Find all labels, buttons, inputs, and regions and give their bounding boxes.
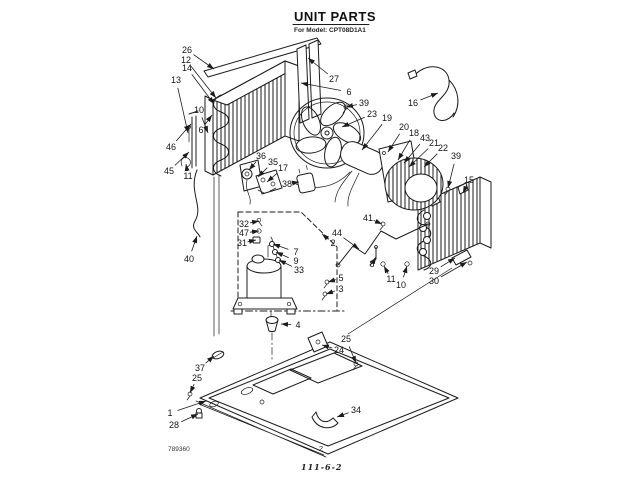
blower-wheel-drawing	[385, 158, 443, 210]
part-number-label: 17	[277, 163, 289, 173]
leader-line	[190, 384, 194, 393]
part-number-label: 5	[338, 273, 344, 283]
leader-line	[322, 234, 329, 239]
leader-line	[178, 401, 206, 411]
leader-line	[192, 74, 214, 104]
part-number-label: 1	[167, 408, 173, 418]
part-number-label: 15	[463, 175, 475, 185]
handwritten-note: 111-6-2	[301, 462, 343, 472]
part-number-label: 19	[381, 113, 393, 123]
part-number-label: 32	[238, 219, 250, 229]
doc-number: 789360	[168, 446, 190, 453]
part-number-label: 16	[407, 98, 419, 108]
part-number-label: 36	[255, 151, 267, 161]
drain-tube	[193, 170, 200, 237]
part-callout-37	[195, 356, 214, 373]
part-number-label: 38	[281, 179, 293, 189]
part-number-label: 9	[293, 256, 299, 266]
leader-line	[403, 266, 407, 277]
part-number-label: 2	[330, 238, 336, 248]
leader-line	[178, 88, 188, 133]
part-callout-5	[328, 273, 344, 283]
part-number-label: 29	[428, 266, 440, 276]
leader-line	[328, 280, 336, 282]
part-callout-8	[369, 257, 376, 269]
part-number-label: 44	[331, 228, 343, 238]
part-number-label: 3	[338, 284, 344, 294]
part-number-label: 34	[350, 405, 362, 415]
part-number-label: 39	[358, 98, 370, 108]
leader-line	[362, 124, 382, 150]
leader-line	[342, 117, 365, 127]
part-number-label: 45	[163, 166, 175, 176]
drain-cup	[266, 317, 278, 324]
leader-line	[420, 93, 438, 100]
part-callout-4	[281, 320, 301, 330]
capacitor-drawing	[295, 165, 316, 194]
part-callout-46	[166, 124, 191, 152]
part-number-label: 24	[333, 345, 345, 355]
part-number-label: 13	[170, 75, 182, 85]
part-callout-10	[396, 266, 407, 290]
part-number-label: 27	[328, 74, 340, 84]
part-number-label: 10	[395, 280, 407, 290]
part-callout-28	[169, 414, 198, 430]
part-number-label: 41	[362, 213, 374, 223]
leader-line	[281, 324, 291, 325]
leader-line	[326, 291, 335, 294]
part-number-label: 7	[293, 247, 299, 257]
leader-line	[448, 164, 454, 188]
side-panel-edge	[214, 175, 219, 336]
part-number-label: 21	[428, 138, 440, 148]
model-subtitle: For Model: CPT08D1A1	[294, 27, 366, 34]
part-number-label: 8	[369, 259, 375, 269]
part-callout-3	[326, 284, 344, 294]
part-number-label: 11	[386, 274, 396, 284]
part-number-label: 25	[191, 373, 203, 383]
part-number-label: 12	[180, 55, 192, 65]
part-callout-33	[279, 260, 304, 275]
part-number-label: 6	[346, 87, 352, 97]
part-callout-39	[346, 98, 369, 108]
part-callout-13	[171, 75, 188, 133]
part-number-label: 43	[419, 133, 431, 143]
part-number-label: 23	[366, 109, 378, 119]
drain-hook	[181, 157, 190, 167]
part-number-label: 4	[295, 320, 301, 330]
leader-line	[344, 238, 360, 249]
leader-line	[276, 252, 289, 258]
part-number-label: 46	[165, 142, 177, 152]
part-number-label: 22	[437, 143, 449, 153]
part-number-label: 26	[181, 45, 193, 55]
part-number-label: 20	[398, 122, 410, 132]
part-number-label: 31	[236, 238, 248, 248]
part-number-label: 37	[194, 363, 206, 373]
part-callout-39	[448, 151, 461, 188]
part-callout-11	[384, 266, 396, 284]
leader-line	[181, 414, 198, 422]
leader-line	[175, 152, 189, 166]
leader-line	[250, 221, 259, 223]
part-number-label: 25	[340, 334, 352, 344]
part-number-label: 10	[193, 105, 205, 115]
part-number-label: 33	[293, 265, 305, 275]
part-callout-41	[363, 213, 382, 224]
leader-line	[273, 244, 288, 249]
part-number-label: 18	[408, 128, 420, 138]
part-number-label: 6	[198, 125, 204, 135]
part-number-label: 39	[450, 151, 462, 161]
page-number: 2	[318, 444, 324, 453]
part-number-label: 14	[181, 63, 193, 73]
part-number-label: 40	[183, 254, 195, 264]
leader-line	[192, 236, 197, 251]
part-number-label: 30	[428, 276, 440, 286]
page-title: UNIT PARTS	[294, 9, 377, 24]
base-pan-drawing	[196, 332, 458, 457]
part-callout-6	[301, 83, 352, 97]
leader-line	[384, 266, 388, 274]
part-callout-25	[190, 373, 202, 393]
shroud-panel-drawing	[297, 40, 321, 123]
part-number-label: 28	[168, 420, 180, 430]
title-block	[293, 9, 376, 34]
part-callout-23	[342, 109, 377, 127]
part-number-label: 11	[183, 171, 193, 181]
leader-line	[250, 231, 259, 232]
part-callout-40	[184, 236, 197, 264]
leader-line	[194, 55, 215, 69]
wiring-harness-drawing	[408, 67, 458, 121]
leader-line	[374, 220, 382, 224]
part-number-label: 35	[267, 157, 279, 167]
leader-line	[206, 356, 214, 363]
part-number-label: 47	[238, 228, 250, 238]
part-callout-16	[408, 93, 438, 108]
